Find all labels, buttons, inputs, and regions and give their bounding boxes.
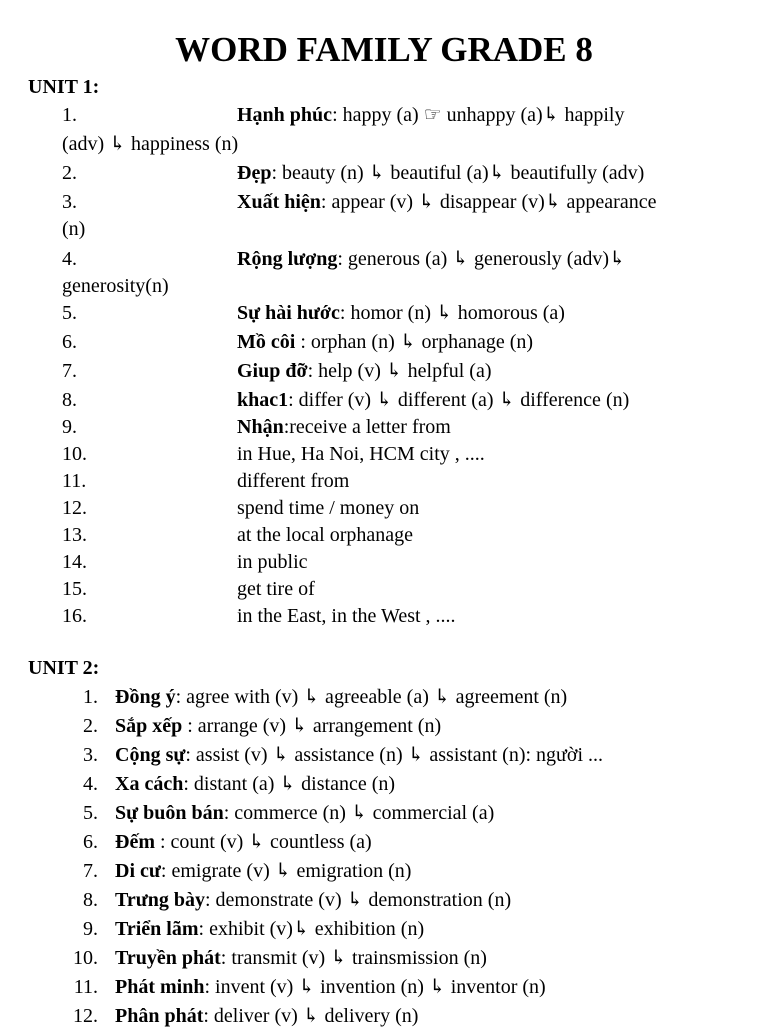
item-definition: : deliver (v) ↳ delivery (n) (203, 1005, 419, 1027)
item-number: 1. (62, 104, 77, 126)
item-number: 5. (62, 302, 77, 324)
item-term: Nhận (237, 416, 284, 438)
item-definition: in Hue, Ha Noi, HCM city , .... (237, 443, 485, 465)
page-title: WORD FAMILY GRADE 8 (175, 30, 593, 69)
item-definition: : differ (v) ↳ different (a) ↳ difference (n) (288, 389, 630, 411)
item-text (115, 858, 411, 884)
item-definition: : beauty (n) ↳ beautiful (a)↳ beautifully (adv) (271, 162, 645, 184)
item-continuation: generosity(n) (62, 275, 169, 297)
item-term: Đẹp (237, 162, 272, 184)
item-term: khac1 (237, 389, 289, 411)
item-text (237, 468, 349, 494)
item-term: Giup đỡ (237, 360, 308, 382)
item-definition: :receive a letter from (283, 416, 451, 438)
item-definition: : orphan (n) ↳ orphanage (n) (300, 331, 534, 353)
item-number: 4. (83, 773, 98, 795)
item-term: Sắp xếp (115, 715, 183, 737)
item-definition: : distant (a) ↳ distance (n) (183, 773, 396, 795)
item-text (237, 246, 626, 272)
item-definition: at the local orphanage (237, 524, 414, 546)
item-definition: : invent (v) ↳ invention (n) ↳ inventor (n) (204, 976, 546, 998)
item-text (115, 887, 511, 913)
item-number: 6. (62, 331, 77, 353)
item-term: Rộng lượng (237, 248, 338, 270)
item-number: 3. (83, 744, 98, 766)
item-text (115, 771, 395, 797)
item-continuation: (n) (62, 218, 86, 240)
item-number: 5. (83, 802, 98, 824)
item-number: 7. (62, 360, 77, 382)
item-number: 9. (62, 416, 77, 438)
item-definition: : appear (v) ↳ disappear (v)↳ appearance (320, 191, 657, 213)
item-number: 11. (73, 976, 98, 998)
item-text (115, 916, 424, 942)
item-definition: : happy (a) ☞ unhappy (a)↳ happily (332, 104, 625, 126)
item-text (237, 160, 644, 186)
item-definition: different from (237, 470, 350, 492)
item-number: 1. (83, 686, 98, 708)
item-text (115, 1003, 418, 1029)
item-text (237, 549, 308, 575)
item-definition: : emigrate (v) ↳ emigration (n) (160, 860, 412, 882)
item-term: Sự hài hước (237, 302, 340, 324)
item-number: 14. (62, 551, 87, 573)
item-term: Mồ côi (237, 331, 301, 353)
item-text (237, 189, 656, 215)
item-number: 13. (62, 524, 87, 546)
item-term: Xuất hiện (237, 191, 321, 213)
item-number: 11. (62, 470, 87, 492)
item-text (237, 329, 533, 355)
item-definition: : commerce (n) ↳ commercial (a) (223, 802, 495, 824)
item-number: 3. (62, 191, 77, 213)
item-term: Trưng bày (115, 889, 205, 911)
item-term: Xa cách (115, 773, 184, 795)
item-text (115, 829, 372, 855)
unit1-heading: UNIT 1: (28, 76, 100, 98)
item-continuation: (adv) ↳ happiness (n) (62, 133, 239, 155)
item-number: 12. (73, 1005, 98, 1027)
item-number: 16. (62, 605, 87, 627)
item-definition: : demonstrate (v) ↳ demonstration (n) (204, 889, 512, 911)
item-definition: : transmit (v) ↳ trainsmission (n) (220, 947, 487, 969)
item-definition: in the East, in the West , .... (237, 605, 456, 627)
item-term: Sự buôn bán (115, 802, 224, 824)
item-text (115, 684, 567, 710)
item-text (115, 974, 546, 1000)
item-text (237, 300, 565, 326)
item-number: 6. (83, 831, 98, 853)
item-term: Đếm (115, 831, 155, 853)
item-text (237, 495, 419, 521)
item-definition: in public (237, 551, 308, 573)
item-definition: get tire of (237, 578, 315, 600)
item-term: Đồng ý (115, 686, 176, 708)
item-term: Triển lãm (115, 918, 199, 940)
item-text (237, 358, 491, 384)
item-definition: : help (v) ↳ helpful (a) (307, 360, 492, 382)
item-text (237, 414, 451, 440)
item-text (237, 603, 456, 629)
item-number: 10. (62, 443, 87, 465)
item-text (237, 522, 413, 548)
item-term: Phân phát (115, 1005, 204, 1027)
item-text (115, 713, 441, 739)
item-number: 7. (83, 860, 98, 882)
item-term: Truyền phát (115, 947, 221, 969)
item-term: Cộng sự (115, 744, 186, 766)
item-number: 2. (62, 162, 77, 184)
item-definition: : homor (n) ↳ homorous (a) (339, 302, 565, 324)
item-definition: : generous (a) ↳ generously (adv)↳ (337, 248, 626, 270)
item-number: 9. (83, 918, 98, 940)
item-definition: : exhibit (v)↳ exhibition (n) (198, 918, 425, 940)
item-definition: : arrange (v) ↳ arrangement (n) (182, 715, 442, 737)
item-term: Di cư (115, 860, 161, 882)
item-number: 10. (73, 947, 98, 969)
item-number: 8. (62, 389, 77, 411)
item-definition: : count (v) ↳ countless (a) (154, 831, 372, 853)
item-number: 8. (83, 889, 98, 911)
item-number: 2. (83, 715, 98, 737)
item-number: 4. (62, 248, 77, 270)
item-text (237, 576, 315, 602)
item-definition: : assist (v) ↳ assistance (n) ↳ assistant (n): người ... (185, 744, 604, 766)
item-text (115, 800, 494, 826)
item-definition: spend time / money on (237, 497, 420, 519)
item-term: Phát minh (115, 976, 205, 998)
item-term: Hạnh phúc (237, 104, 333, 126)
item-text (237, 387, 629, 413)
item-number: 15. (62, 578, 87, 600)
unit2-heading: UNIT 2: (28, 657, 100, 679)
item-text (115, 742, 603, 768)
item-number: 12. (62, 497, 87, 519)
item-definition: : agree with (v) ↳ agreeable (a) ↳ agreement (n) (175, 686, 568, 708)
item-text (115, 945, 487, 971)
item-text (237, 441, 485, 467)
item-text (237, 102, 624, 128)
